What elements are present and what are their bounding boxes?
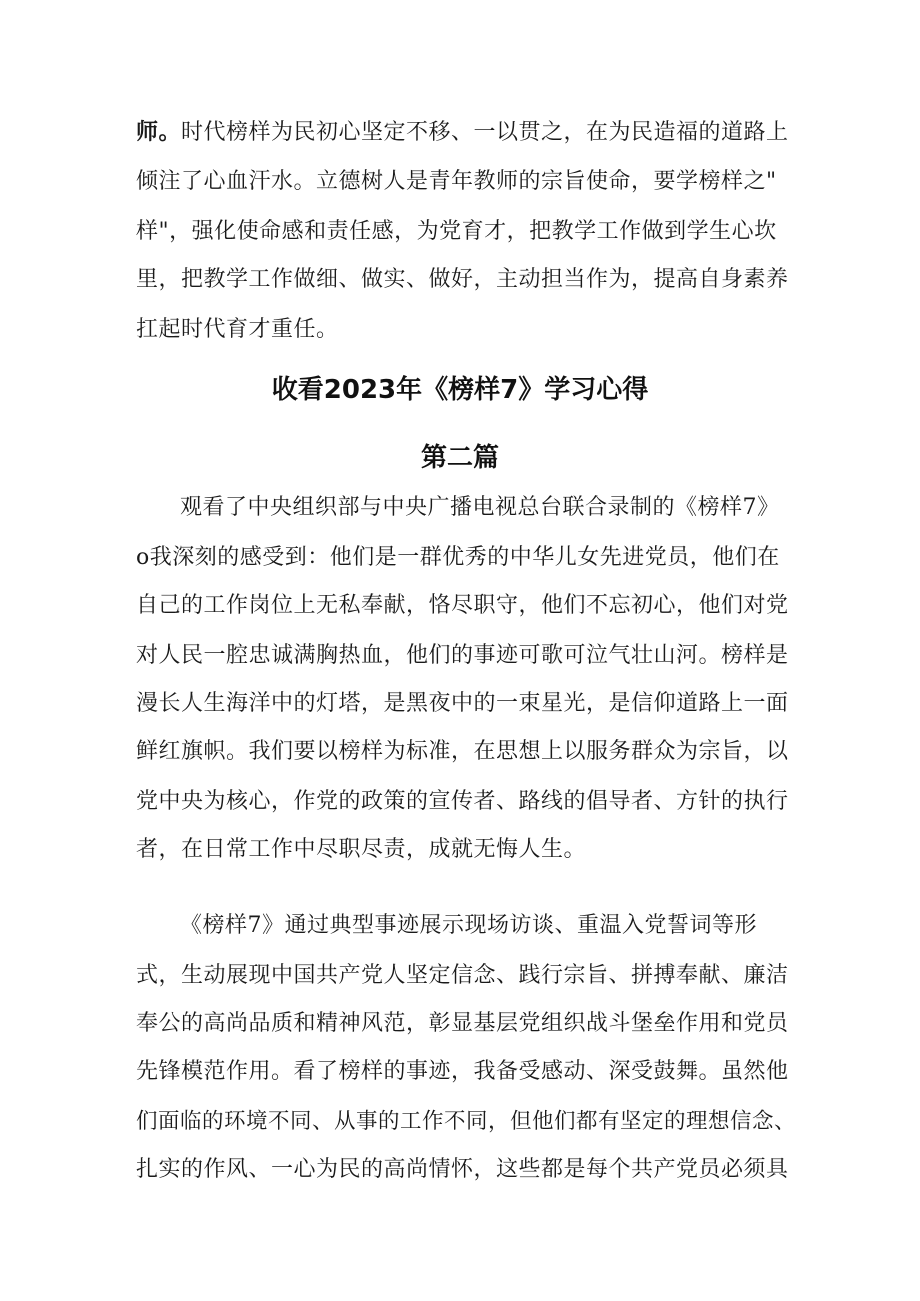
paragraph-line: 式，生动展现中国共产党人坚定信念、践行宗旨、拼搏奉献、廉洁 bbox=[136, 963, 789, 988]
paragraph-line: 对人民一腔忠诚满胸热血，他们的事迹可歌可泣气壮山河。榜样是 bbox=[136, 643, 789, 668]
paragraph-line: 自己的工作岗位上无私奉献，恪尽职守，他们不忘初心，他们对党 bbox=[136, 593, 789, 618]
paragraph-line: 们面临的环境不同、从事的工作不同，但他们都有坚定的理想信念、 bbox=[136, 1109, 797, 1134]
section-subtitle: 第二篇 bbox=[420, 443, 499, 473]
paragraph-line: 党中央为核心，作党的政策的宣传者、路线的倡导者、方针的执行 bbox=[136, 789, 789, 814]
paragraph-line: 鲜红旗帜。我们要以榜样为标准，在思想上以服务群众为宗旨，以 bbox=[136, 739, 789, 764]
paragraph-line: 奉公的高尚品质和精神风范，彰显基层党组织战斗堡垒作用和党员 bbox=[136, 1011, 789, 1036]
paragraph-line: 里，把教学工作做细、做实、做好，主动担当作为，提高自身素养 bbox=[136, 267, 789, 292]
paragraph-line bbox=[136, 112, 808, 152]
paragraph-line: 漫长人生海洋中的灯塔，是黑夜中的一束星光，是信仰道路上一面 bbox=[136, 691, 789, 716]
paragraph-line: 倾注了心血汗水。立德树人是青年教师的宗旨使命，要学榜样之" bbox=[136, 169, 777, 194]
paragraph-line: 观看了中央组织部与中央广播电视总台联合录制的《榜样7》 bbox=[180, 495, 780, 520]
bold-lead-text: 师。 bbox=[136, 119, 182, 145]
paragraph-line: 样"，强化使命感和责任感，为党育才，把教学工作做到学生心坎 bbox=[136, 219, 777, 244]
paragraph-line: 扎实的作风、一心为民的高尚情怀，这些都是每个共产党员必须具 bbox=[136, 1157, 789, 1182]
paragraph-line: o我深刻的感受到：他们是一群优秀的中华儿女先进党员，他们在 bbox=[136, 545, 780, 570]
paragraph-text: 时代榜样为民初心坚定不移、一以贯之，在为民造福的道路上 bbox=[181, 120, 789, 145]
section-title: 收看2023年《榜样7》学习心得 bbox=[271, 375, 649, 405]
paragraph-line: 者，在日常工作中尽职尽责，成就无悔人生。 bbox=[136, 837, 587, 862]
paragraph-line: 《榜样7》通过典型事迹展示现场访谈、重温入党誓词等形 bbox=[180, 913, 757, 938]
paragraph-line: 先锋模范作用。看了榜样的事迹，我备受感动、深受鼓舞。虽然他 bbox=[136, 1059, 789, 1084]
paragraph-line: 扛起时代育才重任。 bbox=[136, 317, 339, 342]
